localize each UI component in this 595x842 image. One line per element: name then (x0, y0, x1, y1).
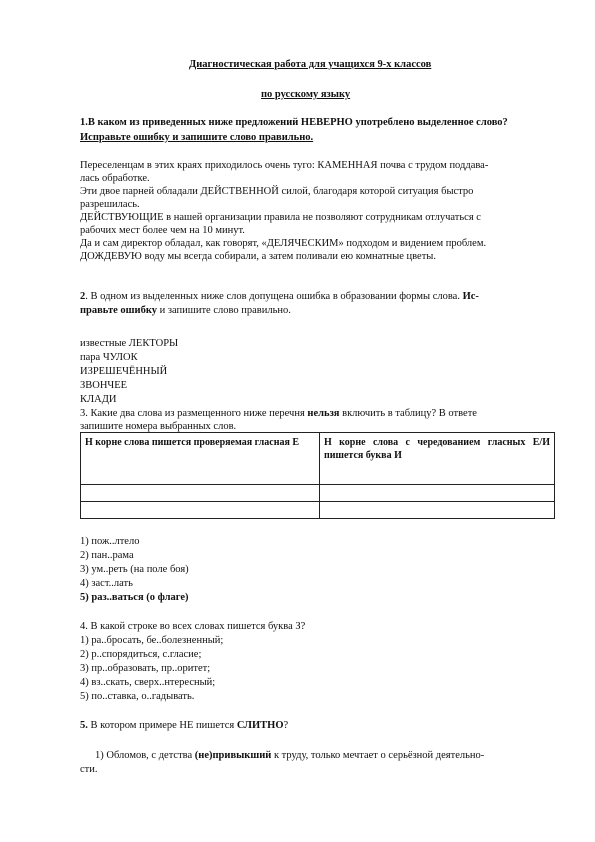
q4-option: 3) пр..образовать, пр..оритет; (80, 663, 211, 674)
q3-prompt-line2: запишите номера выбранных слов. (80, 421, 237, 432)
q3-prompt-line1: 3. Какие два слова из размещенного ниже перечня нельзя включить в таблицу? В ответе (80, 408, 477, 419)
q3-option: 3) ум..реть (на поле боя) (80, 564, 189, 575)
q3-table-header-left: Н корне слова пишется проверяемая гласная Е (81, 433, 320, 485)
q1-sentence: Эти двое парней обладали ДЕЙСТВЕННОЙ силой, благодаря которой ситуация быстро (80, 186, 474, 197)
q4-option: 5) по..ставка, о..гадывать. (80, 691, 195, 702)
q1-sentence: ДОЖДЕВУЮ воду мы всегда собирали, а затем поливали ею комнатные цветы. (80, 251, 436, 262)
page-title: Диагностическая работа для учащихся 9-х классов (189, 59, 432, 70)
q4-option: 4) вз..скать, сверх..нтересный; (80, 677, 216, 688)
q3-table-header-right: Н корне слова с чередованием гласных Е/И пишется буква И (320, 433, 555, 485)
q2-word: ЗВОНЧЕЕ (80, 380, 128, 391)
q2-prompt-line2: правьте ошибку и запишите слово правильно. (80, 305, 291, 316)
q2-prompt-line1: 2. В одном из выделенных ниже слов допущена ошибка в образовании формы слова. Ис- (80, 291, 479, 302)
q1-sentence: Переселенцам в этих краях приходилось очень туго: КАМЕННАЯ почва с трудом поддава- (80, 160, 489, 171)
q2-word: КЛАДИ (80, 394, 117, 405)
q2-word: известные ЛЕКТОРЫ (80, 338, 179, 349)
q1-sentence: разрешилась. (80, 199, 140, 210)
q3-option: 1) пож..лтело (80, 536, 140, 547)
q1-sentence: ДЕЙСТВУЮЩИЕ в нашей организации правила не позволяют сотрудникам отлучаться с (80, 212, 481, 223)
q3-table-cell[interactable] (81, 502, 320, 519)
q3-table-cell[interactable] (320, 502, 555, 519)
q4-prompt: 4. В какой строке во всех словах пишется буква З? (80, 621, 306, 632)
page-subtitle: по русскому языку (261, 89, 351, 100)
q3-table-cell[interactable] (81, 485, 320, 502)
q2-word: ИЗРЕШЕЧЁННЫЙ (80, 366, 168, 377)
q1-sentence: рабочих мест более чем на 10 минут. (80, 225, 245, 236)
q3-option: 4) заст..лать (80, 578, 133, 589)
q5-prompt: 5. В котором примере НЕ пишется СЛИТНО? (80, 720, 289, 731)
q3-table-cell[interactable] (320, 485, 555, 502)
q4-option: 1) ра..бросать, бе..болезненный; (80, 635, 224, 646)
q4-option: 2) р..спорядиться, с.гласие; (80, 649, 202, 660)
q1-prompt-line1: 1.В каком из приведенных ниже предложений НЕВЕРНО употреблено выделенное слово? (80, 117, 508, 128)
q3-option: 5) раз..ваться (о флаге) (80, 592, 189, 603)
q5-option-continued: сти. (80, 764, 98, 775)
q1-prompt-line2: Исправьте ошибку и запишите слово правильно. (80, 132, 314, 143)
q3-option: 2) пан..рама (80, 550, 134, 561)
q3-answer-table (80, 432, 555, 519)
q5-option: 1) Обломов, с детства (не)привыкший к труду, только мечтает о серьёзной деятельно- (95, 750, 485, 761)
q1-sentence: Да и сам директор обладал, как говорят, «ДЕЛЯЧЕСКИМ» подходом и видением проблем. (80, 238, 487, 249)
q1-sentence: лась обработке. (80, 173, 150, 184)
q2-word: пара ЧУЛОК (80, 352, 138, 363)
